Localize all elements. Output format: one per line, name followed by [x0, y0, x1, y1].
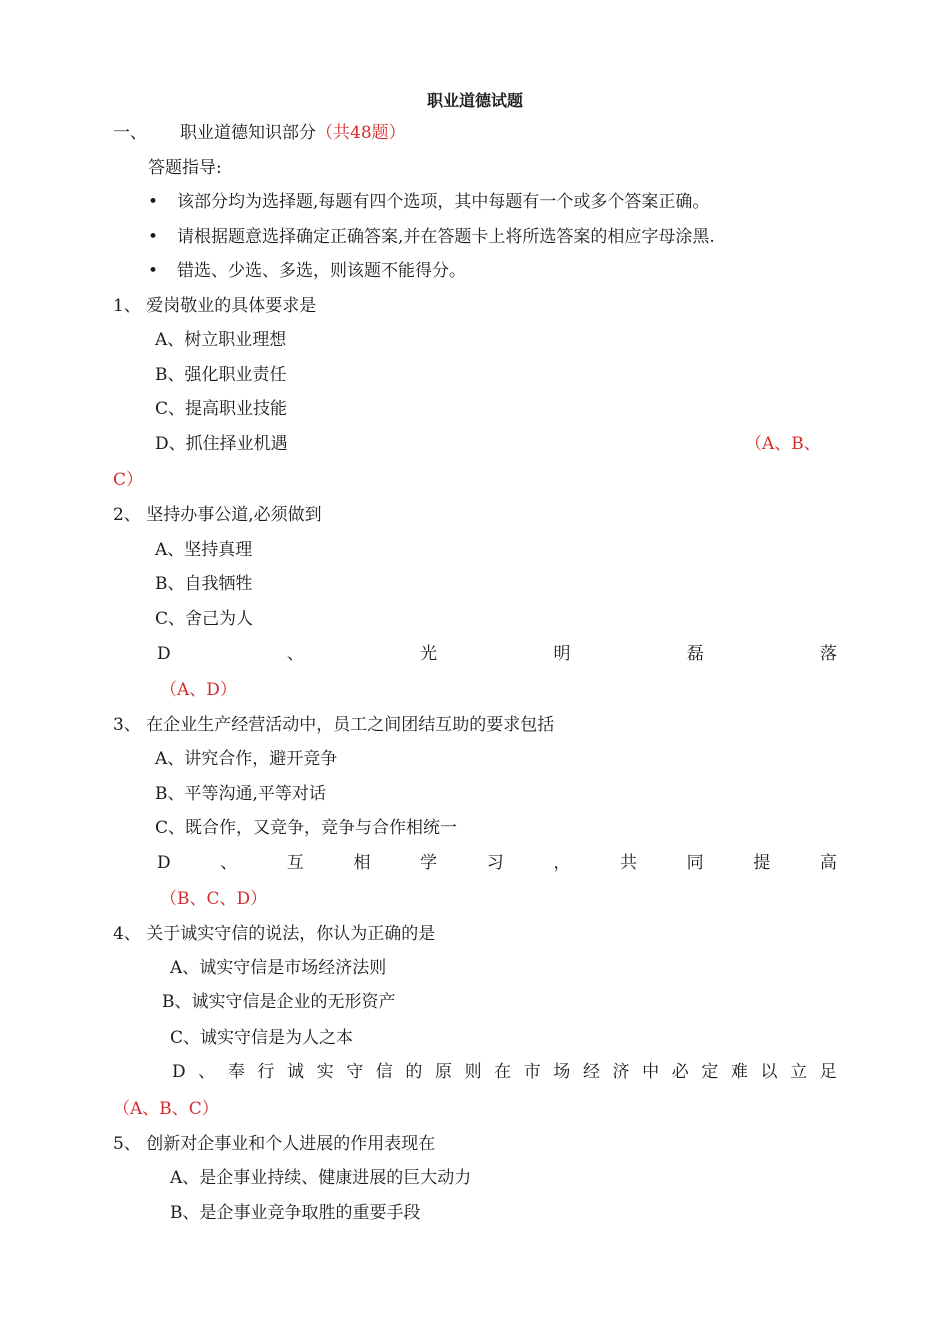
option-d-char: 难 — [730, 1062, 748, 1082]
option-d-char: 明 — [553, 644, 571, 664]
guide-bullet: 错选、少选、多选，则该题不能得分。 — [177, 261, 466, 281]
question-4 — [113, 923, 435, 945]
question-5 — [113, 1133, 435, 1155]
option-d-char: 定 — [701, 1062, 719, 1082]
option-d-char: 行 — [257, 1062, 275, 1082]
option-b: B、自我牺牲 — [155, 574, 253, 594]
option-d-char: 场 — [553, 1062, 571, 1082]
option-c: C、既合作，又竞争，竞争与合作相统一 — [155, 818, 458, 838]
option-d-char: 奉 — [227, 1062, 245, 1082]
section-count: （共48题） — [316, 123, 406, 143]
question-stem: 在企业生产经营活动中，员工之间团结互助的要求包括 — [146, 715, 555, 735]
question-stem: 爱岗敬业的具体要求是 — [146, 296, 317, 316]
question-number: 4、 — [113, 924, 141, 944]
option-b: B、是企事业竞争取胜的重要手段 — [170, 1203, 421, 1223]
option-a: A、讲究合作，避开竞争 — [155, 749, 338, 769]
option-d-char: D — [157, 853, 171, 873]
question-stem: 关于诚实守信的说法，你认为正确的是 — [146, 924, 436, 944]
question-number: 3、 — [113, 715, 141, 735]
question-number: 2、 — [113, 505, 141, 525]
option-a: A、诚实守信是市场经济法则 — [170, 958, 387, 978]
question-stem: 创新对企事业和个人进展的作用表现在 — [146, 1134, 436, 1154]
answer-key: （A、D） — [160, 680, 237, 700]
option-d-justified — [172, 1061, 837, 1083]
option-d-char: 守 — [346, 1062, 364, 1082]
option-d-char: D — [172, 1062, 186, 1082]
question-1 — [113, 295, 316, 317]
question-3 — [113, 714, 554, 736]
option-d-char: 落 — [819, 644, 837, 664]
option-d-char: 诚 — [287, 1062, 305, 1082]
question-number: 1、 — [113, 296, 141, 316]
option-d-char: 提 — [753, 853, 771, 873]
section-heading-text: 职业道德知识部分 — [180, 123, 316, 143]
option-c: C、诚实守信是为人之本 — [170, 1028, 354, 1048]
question-number: 5、 — [113, 1134, 141, 1154]
option-d-char: 、 — [286, 644, 304, 664]
option-d-justified — [157, 852, 837, 874]
option-d-char: 足 — [819, 1062, 837, 1082]
section-number: 一、 — [113, 123, 147, 143]
option-d-char: 、 — [198, 1062, 216, 1082]
option-d-char: 济 — [612, 1062, 630, 1082]
question-2 — [113, 504, 322, 526]
option-d-char: 原 — [434, 1062, 452, 1082]
option-a: A、是企事业持续、健康进展的巨大动力 — [170, 1168, 472, 1188]
guide-bullet: 请根据题意选择确定正确答案,并在答题卡上将所选答案的相应字母涂黑. — [177, 227, 715, 247]
answer-key: （A、B、 — [745, 434, 821, 454]
answer-key: （B、C、D） — [160, 889, 268, 909]
option-d-char: 习 — [486, 853, 504, 873]
option-d-char: 学 — [420, 853, 438, 873]
option-d-char: 实 — [316, 1062, 334, 1082]
option-d-char: 相 — [353, 853, 371, 873]
option-d-char: 市 — [523, 1062, 541, 1082]
option-a: A、坚持真理 — [155, 540, 253, 560]
option-d-char: 互 — [286, 853, 304, 873]
answer-key-continued: C） — [113, 470, 144, 490]
section-heading — [180, 122, 406, 144]
document-title: 职业道德试题 — [426, 91, 523, 110]
question-stem: 坚持办事公道,必须做到 — [146, 505, 322, 525]
bullet-icon: • — [148, 227, 159, 247]
option-d-char: D — [157, 644, 171, 664]
option-a: A、树立职业理想 — [155, 330, 287, 350]
option-b: B、平等沟通,平等对话 — [155, 784, 326, 804]
option-d-char: 必 — [671, 1062, 689, 1082]
guide-bullet: 该部分均为选择题,每题有四个选项，其中每题有一个或多个答案正确。 — [177, 192, 710, 212]
option-d-char: 磊 — [686, 644, 704, 664]
option-d-char: 经 — [582, 1062, 600, 1082]
option-d-justified — [157, 643, 837, 665]
option-d-char: 高 — [819, 853, 837, 873]
answer-key: （A、B、C） — [113, 1099, 219, 1119]
bullet-icon: • — [148, 261, 159, 281]
option-d-char: 的 — [405, 1062, 423, 1082]
option-d-char: 信 — [375, 1062, 393, 1082]
option-d: D、抓住择业机遇 — [155, 434, 288, 454]
option-d-char: 以 — [760, 1062, 778, 1082]
option-d-char: 在 — [494, 1062, 512, 1082]
option-c: C、提高职业技能 — [155, 399, 288, 419]
option-d-char: 则 — [464, 1062, 482, 1082]
option-d-char: 同 — [686, 853, 704, 873]
option-b: B、强化职业责任 — [155, 365, 287, 385]
option-d-char: 立 — [790, 1062, 808, 1082]
option-c: C、舍己为人 — [155, 609, 254, 629]
option-d-char: 、 — [220, 853, 238, 873]
bullet-icon: • — [148, 192, 159, 212]
option-d-char: ， — [553, 853, 571, 873]
option-d-char: 中 — [642, 1062, 660, 1082]
option-d-char: 光 — [420, 644, 438, 664]
guide-label: 答题指导: — [148, 158, 222, 178]
option-d-char: 共 — [620, 853, 638, 873]
option-b: B、诚实守信是企业的无形资产 — [162, 992, 396, 1012]
